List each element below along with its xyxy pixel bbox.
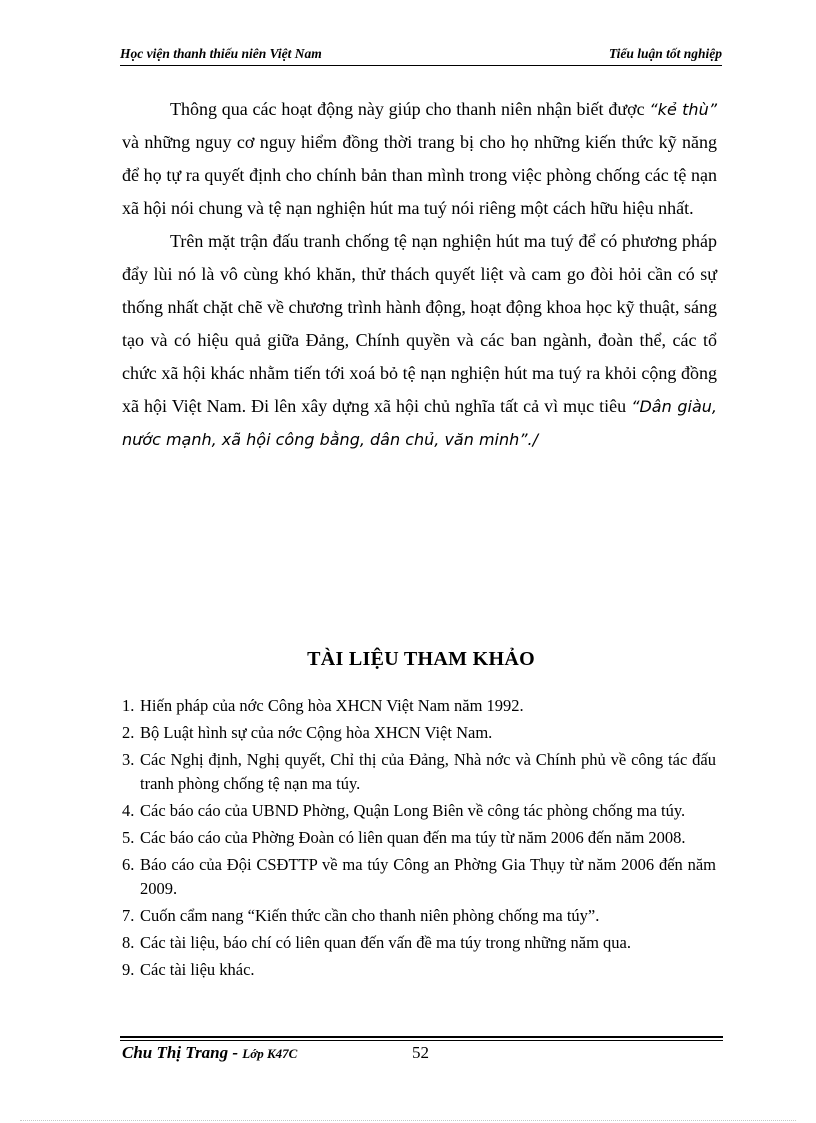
header-doc-type: Tiểu luận tốt nghiệp [608,46,722,61]
reference-item: 3. Các Nghị định, Nghị quyết, Chỉ thị của Đảng, Nhà nớc và Chính phủ về công tác đấu tranh phòng chống tệ nạn ma túy. [122,750,716,793]
reference-item: 9. Các tài liệu khác. [122,960,255,979]
reference-item: 7. Cuốn cẩm nang “Kiến thức cần cho thanh niên phòng chống ma túy”. [122,906,600,925]
page-number: 52 [412,1043,429,1062]
reference-item: 8. Các tài liệu, báo chí có liên quan đến vấn đề ma túy trong những năm qua. [122,933,631,952]
footer-rule-thin [120,1040,723,1041]
page-footer [122,1043,722,1067]
page-header [120,46,722,66]
footer-author: Chu Thị Trang - [122,1043,239,1062]
paragraph-2: Trên mặt trận đấu tranh chống tệ nạn nghiện hút ma tuý để có phương pháp đẩy lùi nó là vô cùng khó khăn, thử thách quyết liệt và cam go đòi hỏi cần có sự thống nhất chặt chẽ về chương trình hành động, hoạt động khoa học kỹ thuật, sáng tạo và có hiệu quả giữa Đảng, Chính quyền và các ban ngành, đoàn thể, các tổ chức xã hội khác nhằm tiến tới xoá bỏ tệ nạn nghiện hút ma tuý ra khỏi cộng đồng xã hội Việt Nam. Đi lên xây dựng xã hội chủ nghĩa tất cả vì mục tiêu “Dân giàu, nước mạnh, xã hội công bằng, dân chủ, văn minh”./ [122,231,717,449]
body-text [122,93,717,456]
references-list [122,694,716,985]
paragraph-1: Thông qua các hoạt động này giúp cho thanh niên nhận biết được “kẻ thù” và những nguy cơ nguy hiểm đồng thời trang bị cho họ những kiến thức kỹ năng để họ tự ra quyết định cho chính bản than mình trong việc phòng chống các tệ nạn xã hội nói chung và tệ nạn nghiện hút ma tuý nói riêng một cách hữu hiệu nhất. [122,99,718,218]
quote-slogan: “Dân giàu, nước mạnh, xã hội công bằng, dân chủ, văn minh”./ [122,397,717,449]
header-institution: Học viện thanh thiếu niên Việt Nam [120,46,322,61]
page-bottom-border [20,1120,796,1121]
references-title: TÀI LIỆU THAM KHẢO [307,648,535,670]
header-rule [120,65,722,66]
reference-item: 6. Báo cáo của Đội CSĐTTP về ma túy Công an Phờng Gia Thụy từ năm 2006 đến năm 2009. [122,855,716,898]
footer-rule-thick [120,1036,723,1038]
reference-item: 4. Các báo cáo của UBND Phờng, Quận Long Biên về công tác phòng chống ma túy. [122,801,686,820]
reference-item: 2. Bộ Luật hình sự của nớc Cộng hòa XHCN Việt Nam. [122,723,493,742]
reference-item: 5. Các báo cáo của Phờng Đoàn có liên quan đến ma túy từ năm 2006 đến năm 2008. [122,828,686,847]
quote-enemy: “kẻ thù” [649,100,718,119]
reference-item: 1. Hiến pháp của nớc Công hòa XHCN Việt Nam năm 1992. [122,696,524,715]
footer-class: Lớp K47C [242,1046,298,1061]
